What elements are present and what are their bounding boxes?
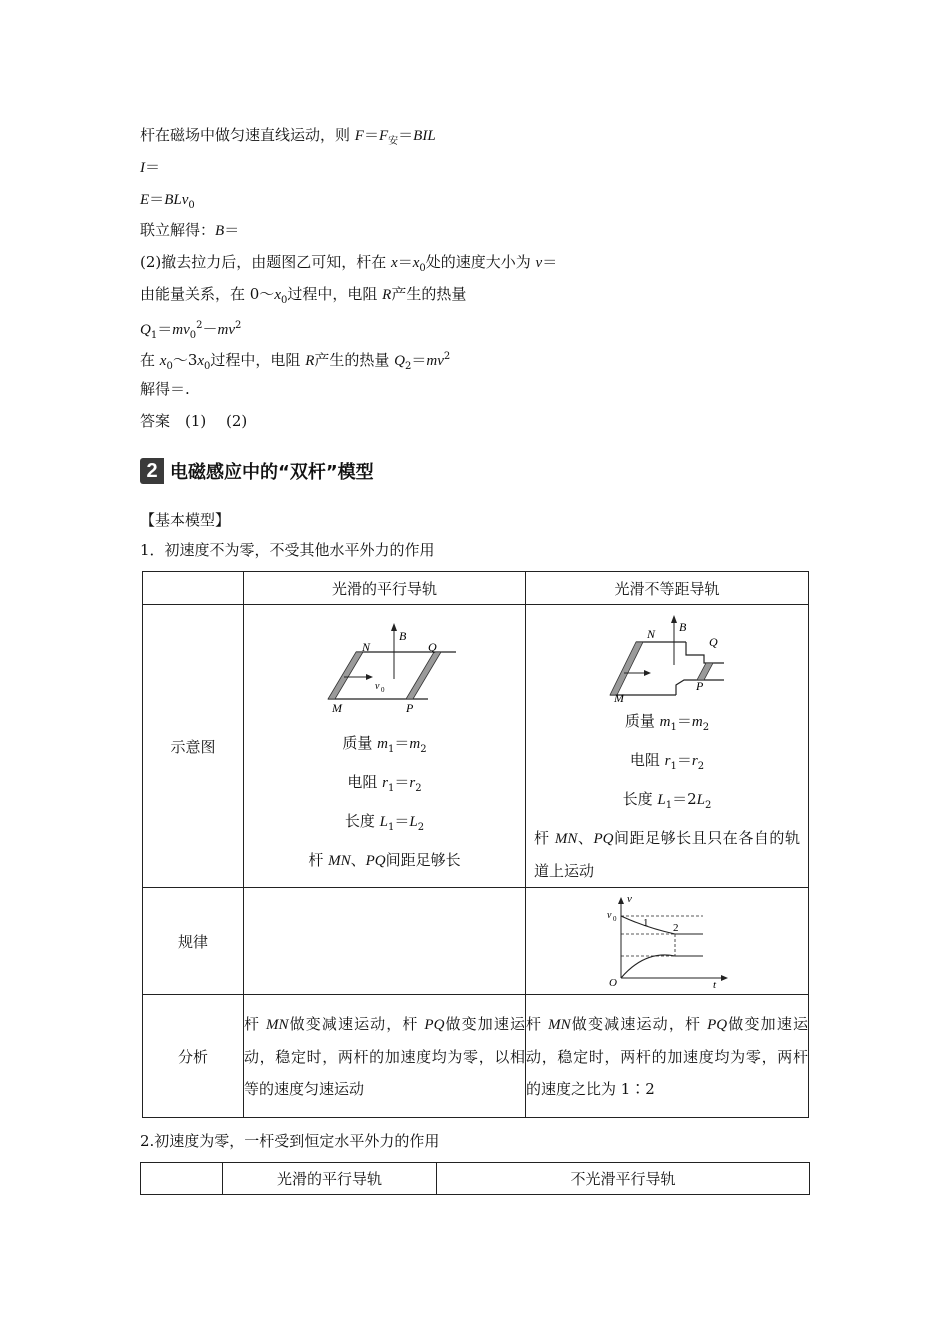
table2-corner-cell xyxy=(141,1163,223,1195)
rod-mn xyxy=(328,652,363,699)
solution-line-9: 解得＝. xyxy=(140,380,190,398)
label-n: N xyxy=(362,640,371,654)
graph-label-o: O xyxy=(609,977,617,989)
col2-mass: 质量 $m_1=m_2$ xyxy=(624,712,710,733)
label-q: Q xyxy=(428,640,437,654)
col1-properties xyxy=(244,727,525,877)
graph-label-v: v xyxy=(627,893,632,905)
item-2-text: 2.初速度为零，一杆受到恒定水平外力的作用 xyxy=(140,1132,440,1150)
solution-line-4: 联立解得：B＝ xyxy=(140,221,240,239)
col1-analysis: 杆 MN做变减速运动，杆 PQ做变加速运动，稳定时，两杆的加速度均为零，以相等的速度匀速运动 xyxy=(244,995,526,1118)
model-table-1 xyxy=(142,571,809,1118)
col2-law-cell xyxy=(526,888,809,995)
rod-mn-2 xyxy=(610,642,643,695)
label-p: P xyxy=(406,701,414,715)
solution-line-1: 杆在磁场中做匀速直线运动，则 $F=F_安=BIL$ xyxy=(140,126,436,147)
section-title: 电磁感应中的“双杆”模型 xyxy=(170,462,374,483)
label-n-2: N xyxy=(647,627,656,641)
table1-head-col1: 光滑的平行导轨 xyxy=(244,572,526,605)
label-m-2: M xyxy=(614,691,624,705)
table1-corner-cell xyxy=(143,572,244,605)
col1-rod-note: 杆 MN、PQ间距足够长 xyxy=(308,851,461,869)
label-v0-sub: 0 xyxy=(381,686,385,694)
graph-label-v0-sub: 0 xyxy=(613,915,617,923)
table2-head-col1: 光滑的平行导轨 xyxy=(223,1163,437,1195)
label-v0: v xyxy=(375,681,380,692)
solution-line-5: (2)撤去拉力后，由题图乙可知，杆在 $x=x_0$处的速度大小为 v＝ xyxy=(140,253,558,274)
solution-line-7: $Q_1=mv_0^2-mv^2$ xyxy=(140,320,242,341)
graph-label-v0: v xyxy=(607,910,612,921)
col1-resistance: 电阻 $r_1=r_2$ xyxy=(347,773,422,794)
velocity-time-graph xyxy=(597,892,737,990)
graph-label-t: t xyxy=(713,979,717,990)
col1-mass: 质量 $m_1=m_2$ xyxy=(342,734,427,755)
model-table-2 xyxy=(140,1162,810,1195)
answer-line: 答案 (1) (2) xyxy=(140,412,248,430)
label-b-2: B xyxy=(679,620,687,634)
solution-line-2: I＝ xyxy=(140,158,161,176)
col2-resistance: 电阻 $r_1=r_2$ xyxy=(629,751,705,772)
label-p-2: P xyxy=(696,679,704,693)
graph-label-1: 1 xyxy=(643,917,649,929)
col2-properties xyxy=(526,705,808,822)
curve-2 xyxy=(621,955,703,978)
col2-rod-note: 杆 MN、PQ间距足够长且只在各自的轨道上运动 xyxy=(534,829,800,880)
col2-length: 长度 $L_1=2L_2$ xyxy=(622,790,712,811)
section-heading xyxy=(140,457,374,485)
label-q-2: Q xyxy=(709,635,718,649)
row-label-analysis: 分析 xyxy=(143,995,244,1118)
unequal-rails-figure xyxy=(526,605,808,705)
table2-head-col2: 不光滑平行导轨 xyxy=(437,1163,810,1195)
rod-pq-2 xyxy=(697,663,713,680)
row-label-diagram: 示意图 xyxy=(143,605,244,888)
item-1-text: 1．初速度不为零，不受其他水平外力的作用 xyxy=(140,541,435,559)
row-label-law: 规律 xyxy=(143,888,244,995)
label-b: B xyxy=(399,629,407,643)
col2-diagram-cell xyxy=(526,605,809,888)
table1-head-col2: 光滑不等距导轨 xyxy=(526,572,809,605)
rod-pq xyxy=(406,652,441,699)
col2-analysis: 杆 MN做变减速运动，杆 PQ做变加速运动，稳定时，两杆的加速度均为零，两杆的速度之比为 1∶2 xyxy=(526,995,809,1118)
basic-model-label: 【基本模型】 xyxy=(140,511,231,529)
col1-law-cell xyxy=(244,888,526,995)
curve-1 xyxy=(621,916,703,934)
solution-line-8: 在 $x_0\sim 3x_0$过程中，电阻 R产生的热量 $Q_2=mv^2$ xyxy=(140,351,451,372)
graph-label-2: 2 xyxy=(673,922,679,934)
solution-line-3: E＝BLv$_0$ xyxy=(140,190,195,211)
parallel-rails-figure xyxy=(244,605,524,727)
solution-line-6: 由能量关系，在 $0\sim x_0$过程中，电阻 R产生的热量 xyxy=(140,285,467,306)
label-m: M xyxy=(332,701,342,715)
col1-length: 长度 $L_1=L_2$ xyxy=(344,812,425,833)
col1-diagram-cell xyxy=(244,605,526,888)
section-number-badge: 2 xyxy=(140,458,164,484)
